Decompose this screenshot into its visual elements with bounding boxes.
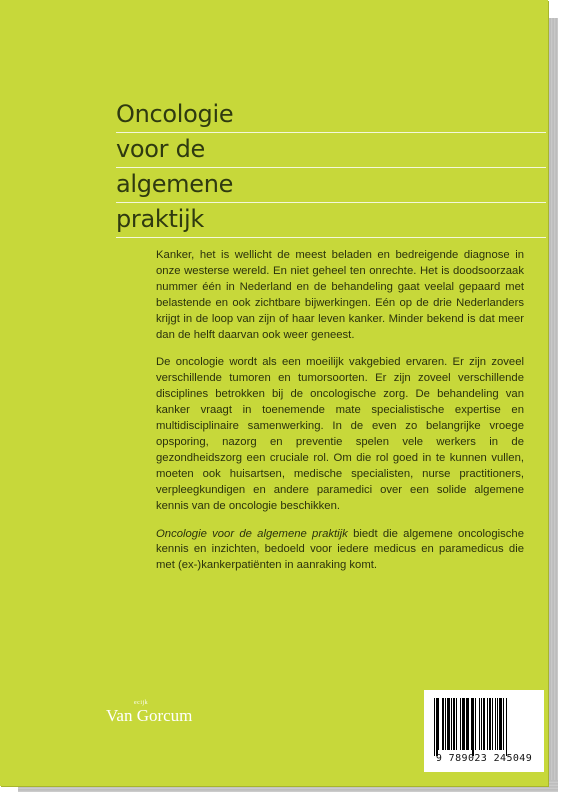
blurb-paragraph: De oncologie wordt als een moeilijk vakgebied ervaren. Er zijn zoveel verschillende tumoren en tumorsoorten. Er zijn zoveel verschillende disciplines betrokken bij de oncologische zorg. De behandeling van kanker vraagt in toenemende mate specialistische expertise en multidisciplinaire samenwerking. In de even zo belangrijke vroege opsporing, nazorg en preventie spelen vele werkers in de gezondheidszorg een cruciale rol. Om die rol goed in te kunnen vullen, moeten ook huisartsen, medische specialisten, nurse practitioners, verpleegkundigen en andere paramedici over een solide algemene kennis van de oncologie beschikken. — [156, 356, 524, 512]
book-title-italic: Oncologie voor de algemene praktijk — [156, 527, 348, 540]
publisher-name: Van Gorcum — [106, 706, 193, 725]
title-line — [116, 98, 546, 133]
blurb — [156, 248, 524, 586]
barcode-bars — [434, 698, 536, 752]
title-line — [116, 133, 546, 168]
title-line — [116, 168, 546, 203]
barcode-bar — [506, 698, 507, 756]
publisher-logo — [106, 700, 226, 732]
publisher-logo-mark: ecijk — [134, 700, 149, 706]
book-title — [116, 98, 546, 238]
title-line-text: voor de — [116, 135, 205, 163]
title-line-text: praktijk — [116, 205, 204, 233]
title-line-text: algemene — [116, 170, 234, 198]
isbn-number: 9 789023 245049 — [435, 753, 533, 764]
isbn-barcode — [424, 690, 544, 772]
title-line-text: Oncologie — [116, 100, 234, 128]
blurb-closing-paragraph — [156, 527, 524, 575]
title-rule — [116, 237, 546, 239]
blurb-closing-text: biedt die algemene oncologische kennis en inzichten, bedoeld voor iedere medicus en paramedicus die met (ex-)kankerpatiënten in aanraking komt. — [156, 527, 524, 572]
title-line — [116, 203, 546, 238]
blurb-paragraph: Kanker, het is wellicht de meest beladen en bedreigende diagnose in onze westerse wereld. En niet geheel ten onrechte. Het is doodsoorzaak nummer één in Nederland en de behandeling gaat veelal gepaard met belastende en ook zichtbare bijwerkingen. Eén op de drie Nederlanders krijgt in de loop van zijn of haar leven kanker. Minder bekend is dat meer dan de helft daarvan ook weer geneest. — [156, 249, 524, 341]
